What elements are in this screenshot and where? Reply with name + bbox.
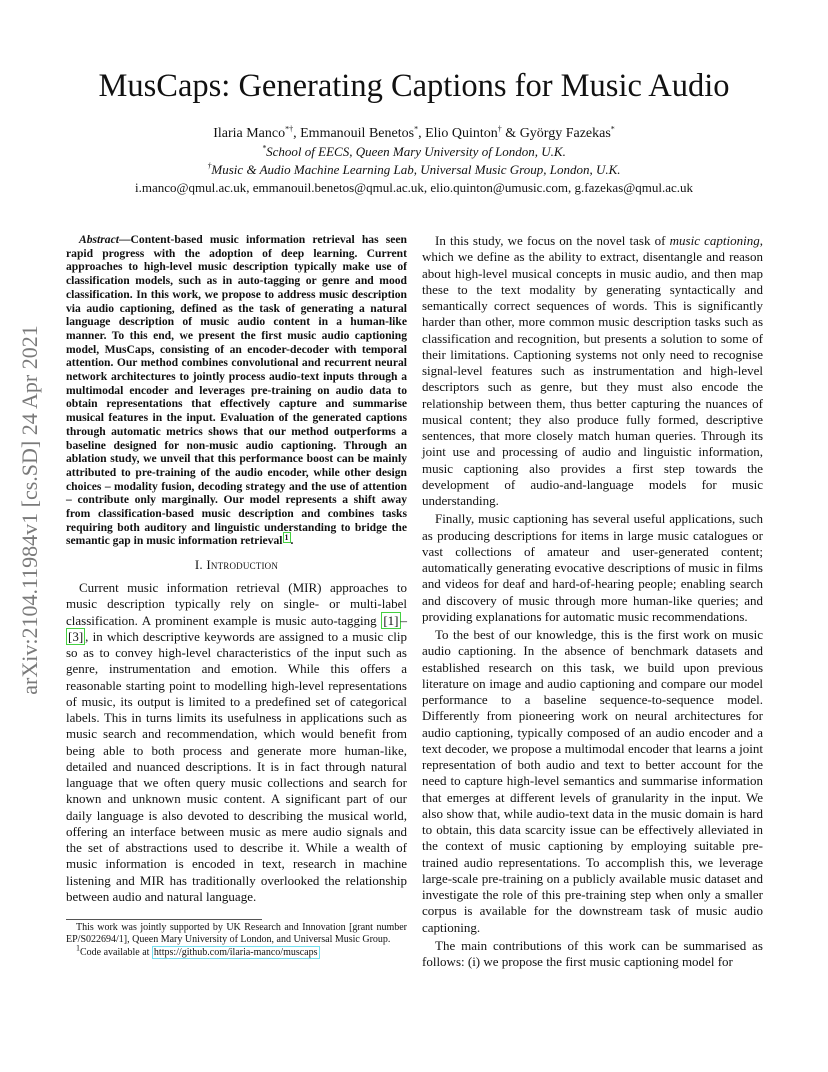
paper-title: MusCaps: Generating Captions for Music Audio bbox=[98, 68, 730, 104]
abstract bbox=[66, 233, 407, 548]
footnotes bbox=[66, 922, 407, 959]
abstract-end: . bbox=[290, 534, 294, 548]
author-affil-mark: * bbox=[414, 124, 419, 134]
footnote-code bbox=[66, 943, 407, 959]
section-title: Introduction bbox=[206, 557, 279, 573]
left-column bbox=[66, 233, 407, 905]
affiliation-mark: * bbox=[262, 143, 267, 153]
affiliation-text: Music & Audio Machine Learning Lab, Universal Music Group, London, U.K. bbox=[211, 162, 621, 177]
intro-paragraph bbox=[66, 580, 407, 905]
paragraph-text: , which we define as the ability to extract, disentangle and reason about high-level musical concepts in music audio, and then map these to the text modality by generating syntactically and semantically correct sequences of words. This is significantly harder than other, more common music description tasks such as classification and recognition, but presents a solution to some of their limitations. Captioning systems not only need to recognise signal-level features such as instrumentation and high-level descriptors such as genre, but they must also encode the relationship between them, thus better capturing the nuances of musical content; they also produce fully formed, descriptive sentences, that more closely match human queries. Through its joint use and processing of audio and linguistic information, music captioning also provides a first step towards the development of audio-and-language models for music understanding. bbox=[422, 233, 764, 508]
footnote-ref[interactable]: 1 bbox=[284, 532, 289, 542]
paragraph-text: In this study, we focus on the novel task of bbox=[435, 233, 670, 248]
author-name: Elio Quinton bbox=[425, 126, 498, 141]
abstract-body: —Content-based music information retrieval has seen rapid progress with the adoption of deep learning. Current approaches to high-level music description typically make use of classification models, such as in auto-tagging or genre and mood classification. In this work, we propose to address music description via audio captioning, defined as the task of generating a natural language description of music audio content in a human-like manner. To this end, we present the first music audio captioning model, MusCaps, consisting of an encoder-decoder with temporal attention. Our method combines convolutional and recurrent neural network architectures to jointly process audio-text inputs through a multimodal encoder and leverages pre-training on audio data to obtain representations that effectively capture and summarise musical features in the input. Evaluation of the generated captions through automatic metrics shows that our method outperforms a baseline designed for non-music audio captioning. Through an ablation study, we unveil that this performance boost can be mainly attributed to pre-training of the audio encoder, while other design choices – modality fusion, decoding strategy and the use of attention – contribute only marginally. Our model represents a shift away from classification-based music description and combines tasks requiring both auditory and linguistic understanding to bridge the semantic gap in music information retrieval bbox=[66, 233, 407, 548]
affiliation-mark: † bbox=[207, 161, 212, 171]
footnote-funding: This work was jointly supported by UK Research and Innovation [grant number EP/S022694/1], Queen Mary University of London, and Universal Music Group. bbox=[66, 922, 407, 946]
section-heading bbox=[66, 557, 407, 573]
paragraph-text: , in which descriptive keywords are assigned to a music clip so as to convey high-level characteristics of the input such as genre, instrumentation and emotion. While this offers a reasonable starting point to modelling high-level representations of music, its output is limited to a predefined set of categorical labels. This in turns limits its usefulness in applications such as music search and recommendation, which would benefit from being able to both process and generate more human-like, detailed and nuanced descriptions. It is in fact through natural language that we often query music collections and search for known and unknown music content. A significant part of our daily language is also devoted to describing the musical world, offering an interface between music as mere audio signals and the set of abstractions used to describe it. While a wealth of music information is encoded in text, research in machine listening and MIR has traditionally overlooked the relationship between audio and natural language. bbox=[66, 628, 407, 904]
footnote-text: Code available at bbox=[80, 946, 152, 958]
affiliation-1 bbox=[60, 143, 768, 160]
citation-link[interactable]: [3] bbox=[68, 628, 84, 644]
right-column bbox=[422, 233, 763, 970]
author-list: Ilaria Manco*†, Emmanouil Benetos*, Elio Quinton† & György Fazekas* bbox=[213, 124, 615, 141]
emphasis-term: music captioning bbox=[669, 233, 760, 248]
body-paragraph: Finally, music captioning has several useful applications, such as producing descriptions for items in large music catalogues or vast collections of amateur and user-generated content; automatically generating evocative descriptions of music in films and videos for deaf and hard-of-hearing people; enabling search and discovery of music through more human-like queries; and providing explanations for automatic music recommendations. bbox=[422, 511, 763, 624]
citation-dash: – bbox=[400, 612, 407, 628]
author-name: Emmanouil Benetos bbox=[300, 126, 415, 141]
code-link[interactable]: https://github.com/ilaria-manco/muscaps bbox=[153, 946, 318, 958]
author-emails: i.manco@qmul.ac.uk, emmanouil.benetos@qmul.ac.uk, elio.quinton@umusic.com, g.fazekas@qmul.ac.uk bbox=[134, 180, 693, 195]
author-name: György Fazekas bbox=[519, 126, 611, 141]
body-paragraph bbox=[422, 233, 763, 509]
abstract-label: Abstract bbox=[79, 233, 119, 246]
citation-link[interactable]: [1] bbox=[383, 612, 399, 628]
author-affil-mark: *† bbox=[285, 124, 294, 134]
footnote-mark: 1 bbox=[76, 943, 80, 953]
section-number: I. bbox=[194, 557, 203, 573]
body-paragraph: The main contributions of this work can be summarised as follows: (i) we propose the first music captioning model for bbox=[422, 937, 763, 969]
author-affil-mark: * bbox=[610, 124, 615, 134]
affiliation-2 bbox=[60, 161, 768, 178]
arxiv-side-label: arXiv:2104.11984v1 [cs.SD] 24 Apr 2021 bbox=[17, 325, 42, 695]
footnote-divider bbox=[66, 919, 262, 920]
affiliation-text: School of EECS, Queen Mary University of London, U.K. bbox=[266, 144, 566, 159]
paragraph-text: Current music information retrieval (MIR) approaches to music description typically rely on single- or multi-label classification. A prominent example is music auto-tagging bbox=[66, 580, 407, 628]
author-affil-mark: † bbox=[497, 124, 502, 134]
author-name: Ilaria Manco bbox=[213, 126, 286, 141]
body-paragraph: To the best of our knowledge, this is the first work on music audio captioning. In the absence of benchmark datasets and established research on this task, we build upon previous literature on image and audio captioning and compare our model performance to a baseline sequence-to-sequence model. Differently from pioneering work on neural architectures for audio captioning, typically composed of an audio encoder and a text decoder, we propose a multimodal encoder that learns a joint representation of both audio and text to better account for the need to capture high-level semantics and summarise information that emerges at different levels of granularity in the input. We also show that, while audio-text data in the music domain is hard to obtain, this data scarcity issue can be effectively alleviated in the context of music captioning by employing suitable pre-trained audio representations. To accomplish this, we leverage large-scale pre-training on a publicly available music dataset and investigate the role of this pre-training step when only a smaller corpus is available for the downstream task of music audio captioning. bbox=[422, 627, 763, 935]
